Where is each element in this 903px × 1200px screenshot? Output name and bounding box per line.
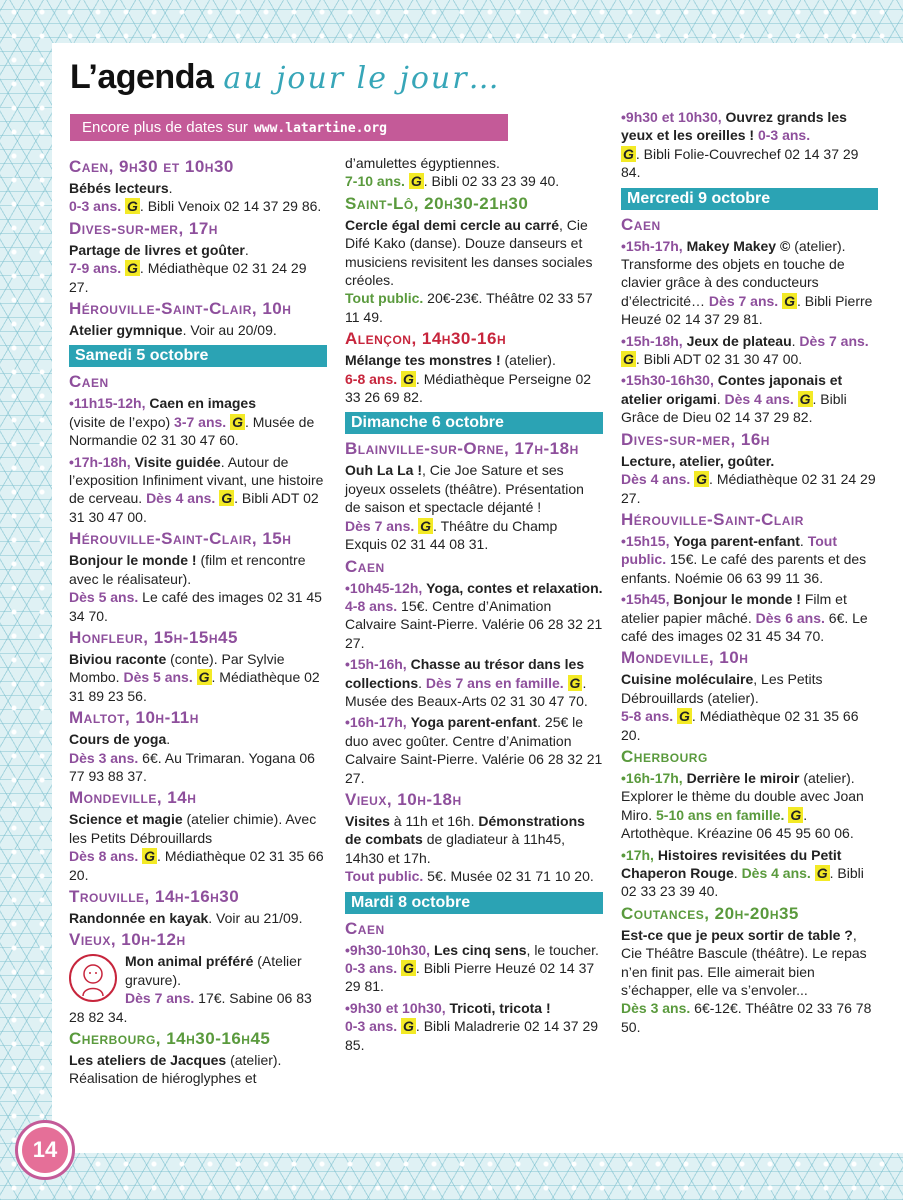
event-time: •17h, (621, 846, 654, 863)
event-item: Cuisine moléculaire, Les Petits Débrouillards (atelier). 5-8 ans. G . Médiathèque 02 31 35 66 20. (621, 671, 859, 743)
event-title: Bonjour le monde ! (673, 591, 801, 608)
age-label: Dès 3 ans. (69, 749, 139, 766)
free-badge: G (623, 145, 634, 162)
event-title: Derrière le miroir (686, 769, 800, 786)
event-time: •17h-18h, (69, 453, 131, 470)
event-time: •15h-18h, (621, 332, 683, 349)
event-location: Hérouville-Saint-Clair, 15h (69, 529, 292, 549)
event-item: Les ateliers de Jacques (atelier). Réalisation de hiéroglyphes et (69, 1052, 282, 1087)
title-main: L’agenda (70, 58, 214, 96)
event-item: •15h45, Bonjour le monde ! Film et atelier papier mâché. Dès 6 ans. 6€. Le café des images 02 31 45 34 70. (621, 591, 868, 644)
event-title: Yoga, contes et relaxation. (426, 579, 603, 596)
event-item: Mon animal préféré (Atelier gravure). Dès 7 ans. 17€. Sabine 06 83 28 82 34. (69, 953, 312, 1025)
event-title: Est-ce que je peux sortir de table ? (621, 926, 853, 943)
event-item: •9h30 et 10h30, Ouvrez grands les yeux et les oreilles ! 0-3 ans. G . Bibli Folie-Couvrechef 02 14 37 29 84. (621, 109, 859, 181)
event-time: •9h30-10h30, (345, 941, 431, 958)
event-title: Chasse au trésor dans les collections (345, 656, 585, 691)
event-time: •10h45-12h, (345, 579, 423, 596)
event-title: Ouvrez grands les yeux et les oreilles ! (621, 109, 847, 144)
free-badge: G (816, 865, 828, 881)
column-3 (621, 108, 878, 1039)
age-label: Dès 4 ans. (146, 490, 216, 507)
event-location: Dives-sur-mer, 16h (621, 429, 770, 449)
title-script: au jour le jour… (223, 61, 501, 96)
age-label: Tout public. (345, 290, 424, 307)
event-location: Hérouville-Saint-Clair, 10h (69, 299, 292, 319)
event-location: Trouville, 14h-16h30 (69, 886, 240, 906)
event-item: •9h30-10h30, Les cinq sens, le toucher. 0-3 ans. G . Bibli Pierre Heuzé 02 14 37 29 81. (345, 941, 599, 995)
age-label: 7-10 ans. (345, 173, 405, 190)
event-item: Cours de yoga. Dès 3 ans. 6€. Au Trimaran. Yogana 06 77 93 88 37. (69, 731, 315, 784)
promo-banner (70, 114, 508, 141)
event-location: Caen (69, 372, 109, 392)
event-item: •17h, Histoires revisitées du Petit Chaperon Rouge. Dès 4 ans. G . Bibli 02 33 23 39 40. (621, 846, 864, 900)
event-title: Mon animal préféré (125, 953, 254, 970)
free-badge: G (232, 413, 243, 430)
age-label: Dès 4 ans. (724, 390, 794, 407)
age-label: Dès 3 ans. (621, 1000, 691, 1017)
age-label: Dès 4 ans. (741, 865, 811, 881)
age-label: Dès 7 ans. (125, 990, 195, 1007)
free-badge: G (198, 669, 210, 686)
page-number: 14 (22, 1127, 68, 1173)
event-item: •16h-17h, Yoga parent-enfant. 25€ le duo avec goûter. Centre d’Animation Calvaire Saint-Pierre. Valérie 06 28 32 21 27. (345, 714, 603, 786)
event-item-continued: d’amulettes égyptiennes. 7-10 ans. G . Bibli 02 33 23 39 40. (345, 155, 560, 190)
age-label: 5-8 ans. (621, 708, 674, 725)
event-item: •15h-16h, Chasse au trésor dans les collections. Dès 7 ans en famille. G . Musée des Beaux-Arts 02 31 30 47 70. (345, 656, 588, 709)
event-item: •16h-17h, Derrière le miroir (atelier). Explorer le thème du double avec Joan Miro. 5-10 ans en famille. G . Artothèque. Kréazine 06 45 95 60 06. (621, 769, 864, 842)
event-title: Science et magie (69, 811, 183, 828)
event-item: •11h15-12h, Caen en images (visite de l’expo) 3-7 ans. G . Musée de Normandie 02 31 30 47 60. (69, 395, 315, 449)
free-badge: G (403, 370, 414, 387)
event-location: Mondeville, 10h (621, 648, 749, 668)
event-location: Caen (345, 918, 385, 938)
age-label: Dès 7 ans. (708, 292, 779, 309)
event-title: Tricoti, tricota ! (449, 999, 551, 1016)
column-2 (345, 154, 603, 1057)
event-title: Bonjour le monde ! (69, 552, 197, 569)
event-title: Histoires revisitées du Petit Chaperon Rouge (621, 846, 842, 881)
event-time: •15h-16h, (345, 656, 407, 673)
age-label: 0-3 ans. (345, 960, 398, 976)
age-label: 7-9 ans. (69, 260, 122, 277)
event-location: Coutances, 20h-20h35 (621, 903, 799, 923)
event-item: Cercle égal demi cercle au carré, Cie Difé Kako (danse). Douze danseurs et musiciens revisitent les danses sociales créoles. Tout public. 20€-23€. Théâtre 02 33 57 11 49. (345, 216, 593, 325)
event-location: Alençon, 14h30-16h (345, 329, 507, 349)
age-label: Tout public. (345, 868, 424, 885)
event-item: •15h30-16h30, Contes japonais et atelier origami. Dès 4 ans. G . Bibli Grâce de Dieu 02 14 37 29 82. (621, 372, 847, 426)
event-item: •15h-18h, Jeux de plateau. Dès 7 ans. G . Bibli ADT 02 31 30 47 00. (621, 332, 869, 368)
event-time: •15h15, (621, 532, 670, 549)
event-item: Est-ce que je peux sortir de table ?, Cie Théâtre Bascule (théâtre). Le repas n’en finit pas. Elle aimerait bien s’échapper, elle va s’envoler... Dès 3 ans. 6€-12€. Théâtre 02 33 76 78 50. (621, 926, 872, 1035)
event-title: Les cinq sens (433, 941, 527, 958)
event-location: Hérouville-Saint-Clair (621, 509, 804, 529)
event-item: •15h-17h, Makey Makey © (atelier). Transforme des objets en touche de clavier grâce à des conducteurs d’électricité… Dès 7 ans. G . Bibli Pierre Heuzé 02 14 37 29 81. (621, 237, 873, 328)
event-title: Ouh La La ! (345, 462, 422, 479)
free-badge: G (144, 848, 156, 865)
event-title: Caen en images (149, 395, 257, 412)
event-time: •15h30-16h30, (621, 372, 714, 389)
event-time: •11h15-12h, (69, 395, 146, 412)
event-location: Cherbourg (621, 746, 708, 766)
event-title: Cercle égal demi cercle au carré (345, 216, 560, 233)
event-title: Visite guidée (134, 453, 221, 470)
age-label: 0-3 ans. (345, 1018, 398, 1035)
free-badge: G (410, 173, 422, 190)
free-badge: G (403, 960, 414, 976)
event-title: Yoga parent-enfant (410, 714, 538, 731)
event-title: Contes japonais et atelier origami (621, 372, 843, 407)
free-badge: G (569, 674, 581, 691)
free-badge: G (790, 806, 802, 823)
event-location: Cherbourg, 14h30-16h45 (69, 1029, 271, 1048)
free-badge: G (127, 198, 138, 215)
age-label: Dès 4 ans. (621, 471, 691, 488)
event-item: •10h45-12h, Yoga, contes et relaxation. 4-8 ans. 15€. Centre d’Animation Calvaire Saint-Pierre. Valérie 06 28 32 21 27. (345, 579, 603, 651)
free-badge: G (623, 351, 634, 368)
event-item: Partage de livres et goûter. 7-9 ans. G . Médiathèque 02 31 24 29 27. (69, 241, 307, 295)
event-time: •9h30 et 10h30, (345, 999, 446, 1016)
promo-label: Encore plus de dates sur (82, 119, 248, 136)
age-label: Dès 6 ans. (755, 609, 825, 626)
age-label: 0-3 ans. (69, 198, 122, 215)
age-label: Dès 7 ans. (345, 517, 415, 534)
age-label: 0-3 ans. (757, 127, 811, 144)
date-band: Mercredi 9 octobre (621, 188, 878, 210)
event-item: •15h15, Yoga parent-enfant. Tout public. 15€. Le café des parents et des enfants. Noémie 06 63 99 11 36. (621, 532, 867, 586)
date-band: Samedi 5 octobre (69, 345, 327, 367)
event-title: Yoga parent-enfant (673, 532, 800, 549)
event-title: Lecture, atelier, goûter. (621, 452, 775, 469)
free-badge: G (679, 708, 690, 725)
event-title: Biviou raconte (69, 650, 167, 667)
free-badge: G (784, 292, 795, 309)
event-time: •9h30 et 10h30, (621, 109, 722, 125)
animal-drawing-icon (69, 954, 117, 1002)
age-label: Dès 7 ans en famille. (425, 674, 564, 691)
event-item: Bébés lecteurs. 0-3 ans. G . Bibli Venoix 02 14 37 29 86. (69, 180, 322, 215)
date-band: Mardi 8 octobre (345, 892, 603, 914)
event-title: Cours de yoga (69, 731, 167, 748)
event-title: Cuisine moléculaire (621, 671, 754, 688)
event-location: Blainville-sur-Orne, 17h-18h (345, 439, 579, 459)
event-time: •15h-17h, (621, 237, 683, 254)
event-title: Mélange tes monstres ! (345, 352, 501, 369)
age-label: 6-8 ans. (345, 370, 398, 387)
event-location: Caen, 9h30 et 10h30 (69, 157, 234, 176)
page-title (70, 58, 501, 102)
free-badge: G (420, 517, 432, 534)
promo-url-link[interactable]: www.latartine.org (253, 121, 387, 136)
age-label: Tout public. (621, 532, 837, 568)
age-label: Dès 8 ans. (69, 848, 139, 865)
free-badge: G (127, 260, 138, 277)
event-title: Bébés lecteurs (69, 180, 169, 196)
event-item: Atelier gymnique. Voir au 20/09. (69, 322, 277, 339)
event-item: Randonnée en kayak. Voir au 21/09. (69, 909, 303, 926)
event-item: Ouh La La !, Cie Joe Sature et ses joyeux osselets (théâtre). Présentation de saison et spectacle déjanté ! Dès 7 ans. G . Théâtre du Champ Exquis 02 31 44 08 31. (345, 462, 584, 553)
event-item: Mélange tes monstres ! (atelier). 6-8 ans. G . Médiathèque Perseigne 02 33 26 69 82. (345, 352, 592, 406)
event-title: Partage de livres et goûter (69, 241, 245, 258)
event-time: •16h-17h, (345, 714, 407, 731)
event-item: Visites à 11h et 16h. Démonstrations de combats de gladiateur à 11h45, 14h30 et 17h. Tout public. 5€. Musée 02 31 71 10 20. (345, 812, 594, 885)
event-location: Mondeville, 14h (69, 788, 197, 808)
event-location: Maltot, 10h-11h (69, 708, 199, 728)
free-badge: G (403, 1018, 414, 1035)
event-item: •9h30 et 10h30, Tricoti, tricota ! 0-3 ans. G . Bibli Maladrerie 02 14 37 29 85. (345, 999, 599, 1053)
event-location: Vieux, 10h-18h (345, 789, 462, 809)
event-title: Les ateliers de Jacques (69, 1052, 227, 1068)
free-badge: G (799, 390, 811, 407)
age-label: 3-7 ans. (174, 413, 227, 430)
event-location: Caen (621, 214, 661, 234)
event-item: Lecture, atelier, goûter. Dès 4 ans. G . Médiathèque 02 31 24 29 27. (621, 452, 876, 506)
age-label: 4-8 ans. (345, 597, 398, 614)
free-badge: G (221, 490, 233, 507)
event-location: Dives-sur-mer, 17h (69, 218, 218, 238)
age-label: Dès 5 ans. (69, 589, 139, 606)
event-item: Biviou raconte (conte). Par Sylvie Mombo. Dès 5 ans. G . Médiathèque 02 31 89 23 56. (69, 650, 320, 704)
event-item: Bonjour le monde ! (film et rencontre avec le réalisateur). Dès 5 ans. Le café des images 02 31 45 34 70. (69, 552, 322, 624)
event-location: Honfleur, 15h-15h45 (69, 627, 238, 647)
event-title: Randonnée en kayak (69, 909, 209, 926)
event-location: Caen (345, 556, 385, 576)
event-location: Vieux, 10h-12h (69, 930, 186, 950)
event-item: •17h-18h, Visite guidée. Autour de l’exposition Infiniment vivant, une histoire de cerveau. Dès 4 ans. G . Bibli ADT 02 31 30 47 00. (69, 453, 324, 525)
event-time: •15h45, (621, 591, 670, 608)
age-label: Dès 7 ans. (799, 332, 869, 349)
event-title: Makey Makey © (686, 237, 791, 254)
event-title: Jeux de plateau (686, 332, 792, 349)
free-badge: G (696, 471, 708, 488)
event-title: Visites (345, 812, 390, 829)
age-label: Dès 5 ans. (123, 669, 193, 686)
age-label: 5-10 ans en famille. (656, 806, 785, 823)
event-location: Saint-Lô, 20h30-21h30 (345, 193, 529, 213)
event-title: Atelier gymnique (69, 322, 183, 339)
event-item: Science et magie (atelier chimie). Avec les Petits Débrouillards Dès 8 ans. G . Médiathèque 02 31 35 66 20. (69, 811, 324, 883)
page-number-badge (15, 1120, 75, 1180)
date-band: Dimanche 6 octobre (345, 412, 603, 434)
column-1 (69, 154, 327, 1091)
event-time: •16h-17h, (621, 769, 683, 786)
